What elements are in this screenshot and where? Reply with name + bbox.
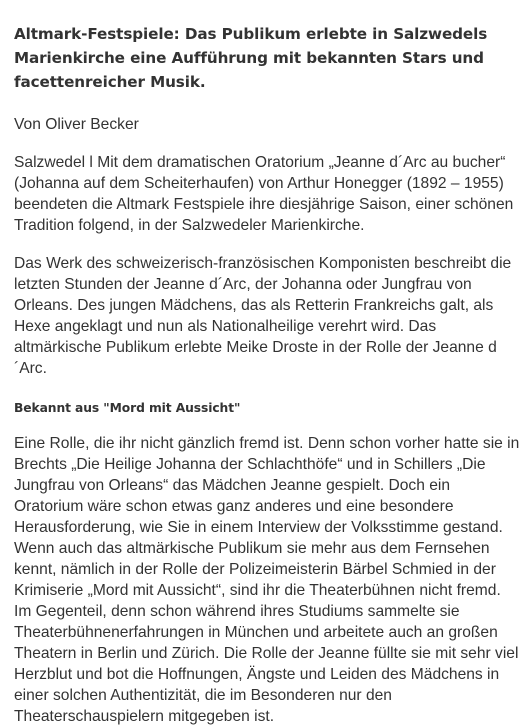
article-paragraph: Eine Rolle, die ihr nicht gänzlich fremd ist. Denn schon vorher hatte sie in Brechts „Die Heilige Johanna der Schlachthöfe“ und in Schillers „Die Jungfrau von Orleans“ das Mädchen Jeanne gespielt. Doch ein Oratorium wäre schon etwas ganz anderes und eine besondere Herausforderung, wie Sie in einem Interview der Volksstimme gestand. Wenn auch das altmärkische Publikum sie mehr aus dem Fernsehen kennt, nämlich in der Rolle der Polizeimeisterin Bärbel Schmied in der Krimiserie „Mord mit Aussicht“, sind ihr die Theaterbühnen nicht fremd. Im Gegenteil, denn schon während ihres Studiums sammelte sie Theaterbühnenerfahrungen in München und arbeitete auch an großen Theatern in Berlin und Zürich. Die Rolle der Jeanne füllte sie mit sehr viel Herzblut und bot die Hoffnungen, Ängste und Leiden des Mädchens in einer solchen Authentizität, die im Besonderen nur den Theaterschauspielern mitgegeben ist. [14,435,520,725]
article-headline: Altmark-Festspiele: Das Publikum erlebte in Salzwedels Marienkirche eine Aufführung mit bekannten Stars und facettenreicher Musik. [14,25,488,91]
article [14,22,522,727]
article-author: Von Oliver Becker [14,116,139,133]
article-paragraph: Das Werk des schweizerisch-französischen Komponisten beschreibt die letzten Stunden der Jeanne d´Arc, der Johanna oder Jungfrau von Orleans. Des jungen Mädchens, das als Retterin Frankreichs galt, als Hexe angeklagt und nun als Nationalheilige verehrt wird. Das altmärkische Publikum erlebte Meike Droste in der Rolle der Jeanne d´Arc. [14,255,512,377]
article-subheading: Bekannt aus "Mord mit Aussicht" [14,401,241,415]
article-paragraph: Salzwedel l Mit dem dramatischen Oratorium „Jeanne d´Arc au bucher“ (Johanna auf dem Scheiterhaufen) von Arthur Honegger (1892 – 1955) beendeten die Altmark Festspiele ihre diesjährige Saison, einer schönen Tradition folgend, in der Salzwedeler Marienkirche. [14,154,514,234]
